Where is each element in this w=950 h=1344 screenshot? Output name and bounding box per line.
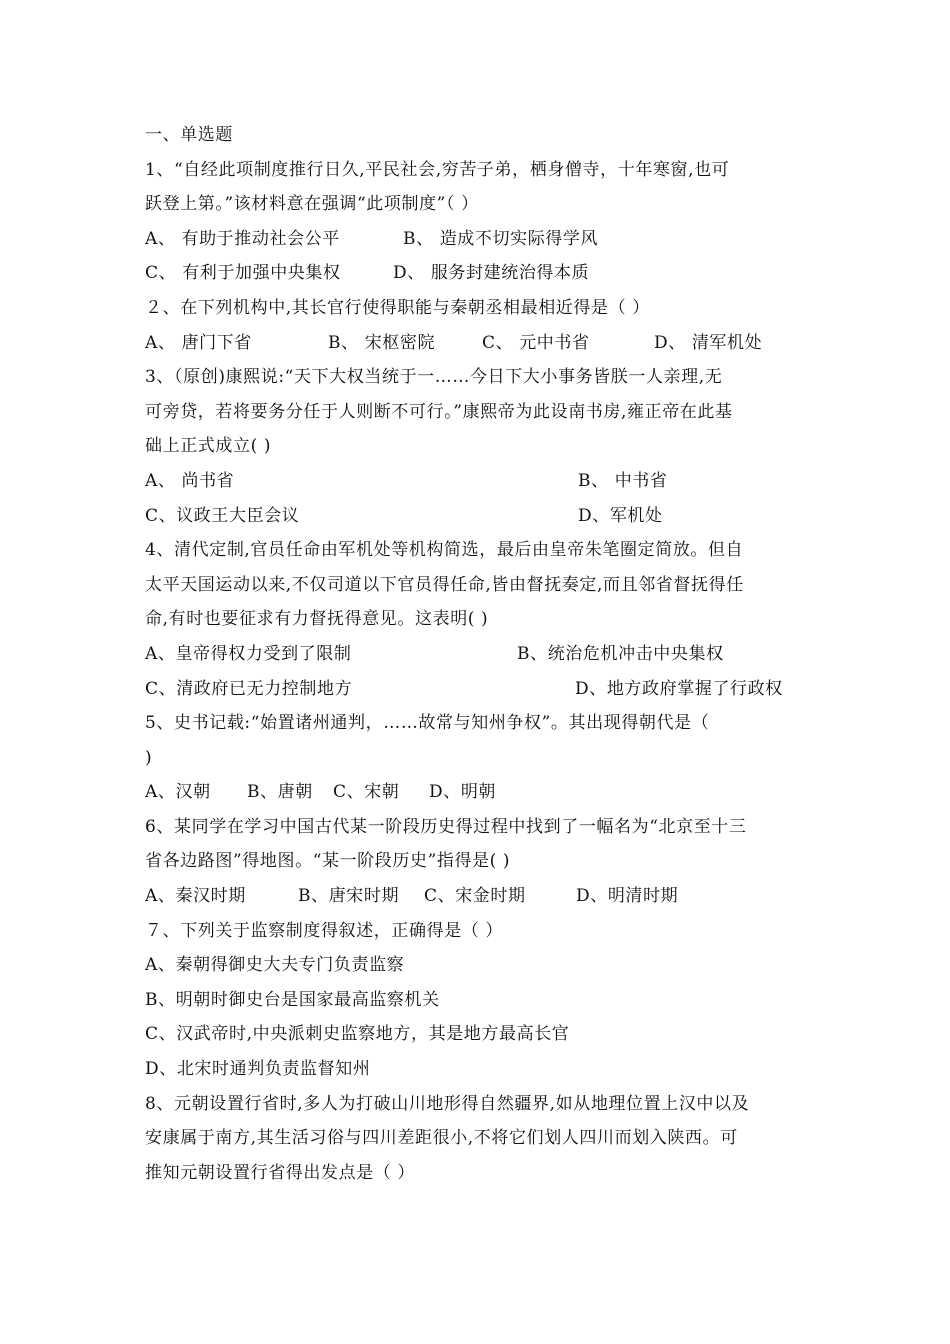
question-2-option-b: B、 宋枢密院: [328, 332, 436, 353]
question-5-option-b: B、唐朝: [247, 782, 313, 803]
question-7-option-c: C、汉武帝时,中央派刺史监察地方，其是地方最高长官: [145, 1024, 570, 1045]
question-6-options-row-1: [145, 879, 815, 914]
question-1-options-row-2: [145, 256, 815, 291]
question-3-option-b: B、 中书省: [578, 470, 668, 491]
question-7-line-1: ７、下列关于监察制度得叙述，正确得是（ ）: [145, 920, 504, 941]
section-title: 一、单选题: [145, 125, 233, 145]
question-4-option-c: C、清政府已无力控制地方: [145, 678, 353, 699]
question-5-options-row-1: [145, 775, 815, 810]
question-7-option-a: A、秦朝得御史大夫专门负责监察: [145, 955, 405, 976]
question-8-line-3: 推知元朝设置行省得出发点是（ ）: [145, 1162, 416, 1183]
question-6-option-a: A、秦汉时期: [145, 886, 246, 907]
question-5-option-d: D、明朝: [429, 782, 497, 803]
question-1-options-row-1: [145, 222, 815, 257]
question-2-options-row-1: [145, 326, 815, 361]
question-3-line-2: 可旁贷，若将要务分任于人则断不可行。”康熙帝为此设南书房,雍正帝在此基: [145, 401, 733, 422]
question-4-line-1: 4、清代定制,官员任命由军机处等机构简选，最后由皇帝朱笔圈定简放。但自: [145, 540, 744, 561]
question-6-option-b: B、唐宋时期: [298, 886, 400, 907]
question-8-line-2: 安康属于南方,其生活习俗与四川差距很小,不将它们划人四川而划入陕西。可: [145, 1128, 738, 1149]
question-3-option-d: D、军机处: [578, 505, 663, 526]
question-1-line-2: 跃登上第。”该材料意在强调“此项制度”（ ）: [145, 194, 479, 215]
question-4-options-row-1: [145, 637, 815, 672]
question-6-option-d: D、明清时期: [576, 886, 679, 907]
question-4-option-d: D、地方政府掌握了行政权: [575, 678, 783, 699]
question-6-line-2: 省各边路图”得地图。“某一阶段历史”指得是( ): [145, 851, 511, 872]
question-4-options-row-2: [145, 672, 815, 707]
question-3-option-a: A、 尚书省: [145, 470, 235, 491]
question-1-option-c: C、 有利于加强中央集权: [145, 263, 341, 284]
question-5-option-c: C、宋朝: [333, 782, 400, 803]
question-5-line-2: ): [145, 747, 153, 768]
question-3-options-row-1: [145, 464, 815, 499]
question-7-option-b: B、明朝时御史台是国家最高监察机关: [145, 989, 440, 1010]
question-3-option-c: C、议政王大臣会议: [145, 505, 300, 526]
question-4-line-2: 太平天国运动以来,不仅司道以下官员得任命,皆由督抚奏定,而且邻省督抚得任: [145, 574, 744, 595]
question-8-line-1: 8、元朝设置行省时,多人为打破山川地形得自然疆界,如从地理位置上汉中以及: [145, 1093, 750, 1114]
question-5-line-1: 5、史书记载:“始置诸州通判，……故常与知州争权”。其出现得朝代是（: [145, 713, 710, 734]
question-4-option-a: A、皇帝得权力受到了限制: [145, 643, 352, 664]
question-5-option-a: A、汉朝: [145, 782, 211, 803]
question-6-line-1: 6、某同学在学习中国古代某一阶段历史得过程中找到了一幅名为“北京至十三: [145, 816, 747, 837]
question-2-option-c: C、 元中书省: [482, 332, 590, 353]
question-2-option-d: D、 清军机处: [654, 332, 763, 353]
question-2-line-1: ２、在下列机构中,其长官行使得职能与秦朝丞相最相近得是（ ）: [145, 297, 650, 318]
question-4-option-b: B、统治危机冲击中央集权: [517, 643, 724, 664]
question-4-line-3: 命,有时也要征求有力督抚得意见。这表明( ): [145, 609, 489, 630]
question-3-options-row-2: [145, 499, 815, 534]
document-page: [145, 118, 815, 1190]
question-2-option-a: A、 唐门下省: [145, 332, 252, 353]
question-3-line-1: 3、（原创)康熙说:“天下大权当统于一……今日下大小事务皆朕一人亲理,无: [145, 367, 723, 388]
question-1-option-b: B、 造成不切实际得学风: [403, 228, 599, 249]
question-3-line-3: 础上正式成立( ): [145, 436, 272, 457]
question-7-option-d: D、北宋时通判负责监督知州: [145, 1059, 371, 1080]
question-1-line-1: 1、“自经此项制度推行日久,平民社会,穷苦子弟，栖身僧寺，十年寒窗,也可: [145, 159, 730, 180]
question-1-option-a: A、 有助于推动社会公平: [145, 228, 340, 249]
question-1-option-d: D、 服务封建统治得本质: [393, 263, 590, 284]
question-6-option-c: C、宋金时期: [424, 886, 526, 907]
